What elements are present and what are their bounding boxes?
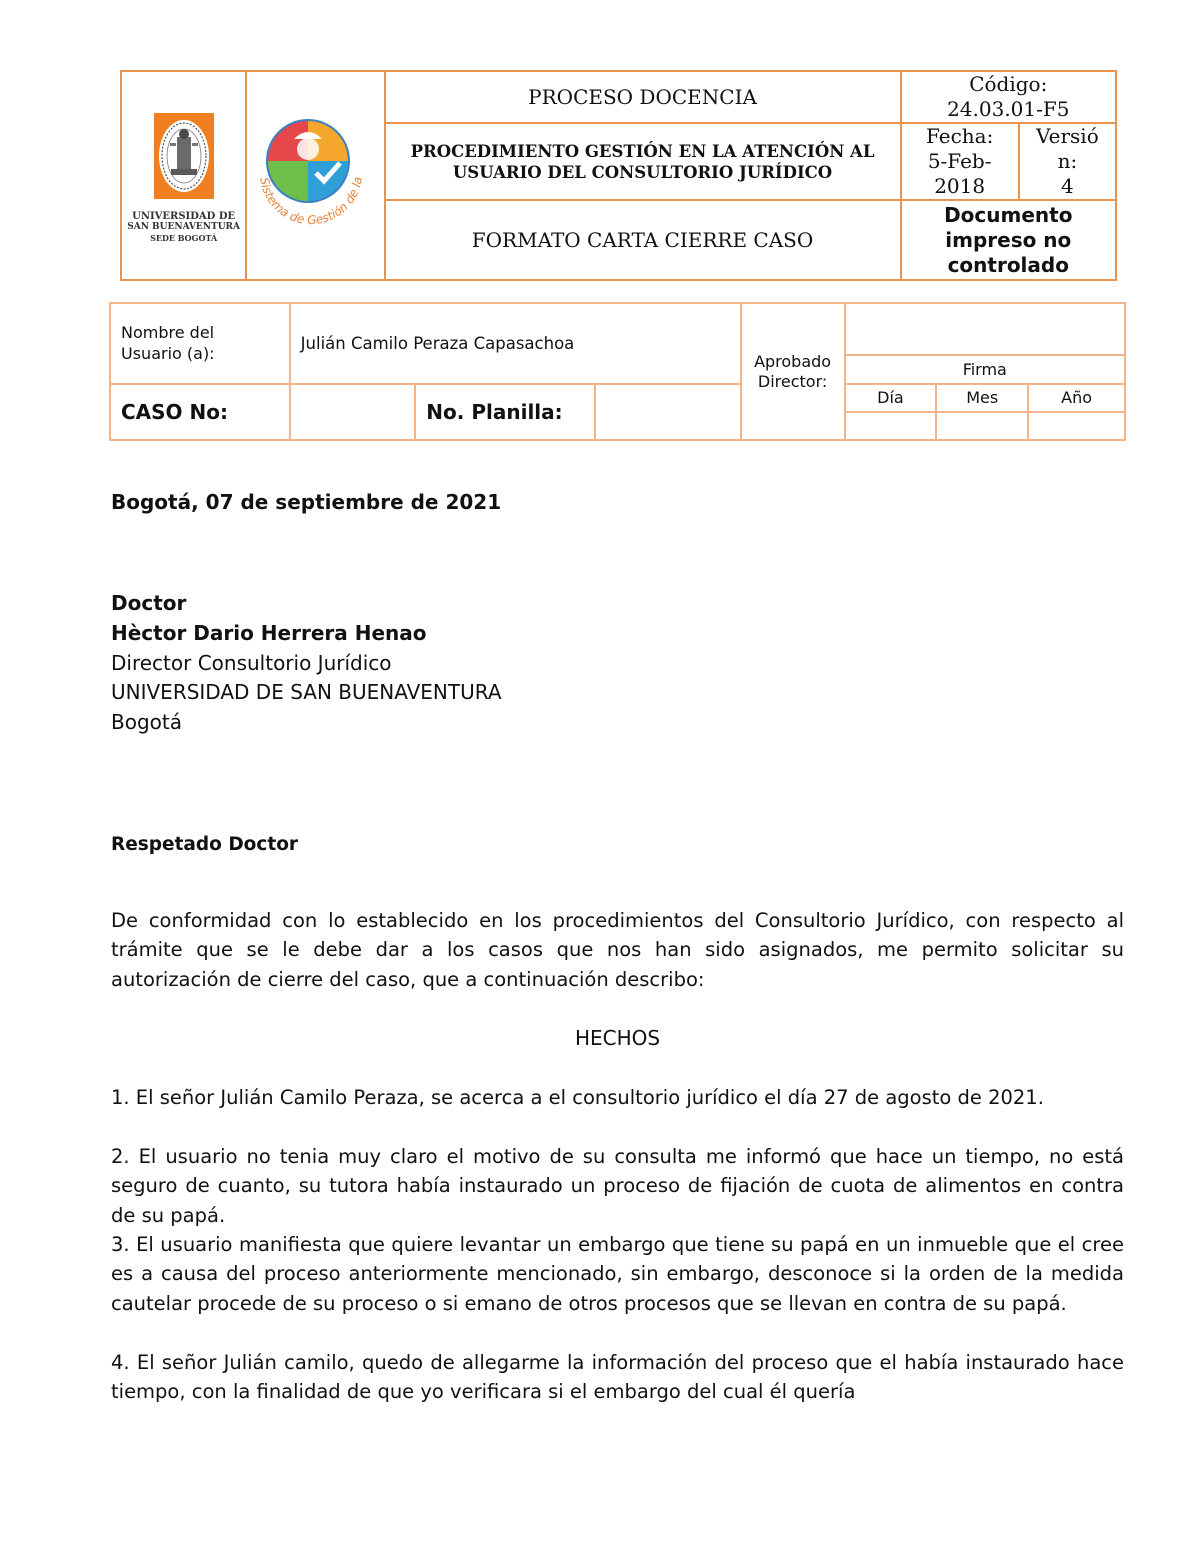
version-label-line2: n: <box>1057 149 1078 173</box>
version-label-line1: Versió <box>1036 124 1099 148</box>
recipient-organization: UNIVERSIDAD DE SAN BUENAVENTURA <box>111 680 502 704</box>
doc-status-line2: impreso no <box>945 227 1072 252</box>
fact-item-1: 1. El señor Julián Camilo Peraza, se acerca a el consultorio jurídico el día 27 de agosto de 2021. <box>111 1086 1044 1109</box>
process-title: PROCESO DOCENCIA <box>385 71 901 123</box>
year-label: Año <box>1028 384 1125 412</box>
salutation: Respetado Doctor <box>111 834 299 855</box>
sheet-number-label: No. Planilla: <box>415 384 595 440</box>
month-field[interactable] <box>936 412 1028 440</box>
letter-date: Bogotá, 07 de septiembre de 2021 <box>111 490 502 514</box>
month-label: Mes <box>936 384 1028 412</box>
date-label: Fecha: <box>925 124 994 148</box>
fact-item-3: 3. El usuario manifiesta que quiere levantar un embargo que tiene su papá en un inmueble que el cree es a causa del proceso anteriormente mencionado, sin embargo, desconoce si la orden de la medida cautelar procede de su proceso o si emano de otros procesos que se llevan en contra de su papá. <box>111 1233 1124 1315</box>
code-label: Código: <box>969 72 1048 96</box>
version-value: 4 <box>1061 174 1074 198</box>
recipient-city: Bogotá <box>111 710 182 734</box>
user-name-label-line2: Usuario (a): <box>121 344 215 364</box>
recipient-role: Director Consultorio Jurídico <box>111 651 392 675</box>
quality-logo-text: Sistema de Gestión de la <box>257 175 366 227</box>
fact-item-4: 4. El señor Julián camilo, quedo de allegarme la información del proceso que el había instaurado hace tiempo, con la finalidad de que yo verificara si el embargo del cual él quería <box>111 1351 1124 1404</box>
version-cell <box>1019 123 1116 200</box>
sheet-number-field[interactable] <box>595 384 741 440</box>
university-name-line2: SAN BUENAVENTURA <box>127 222 241 232</box>
recipient-title: Doctor <box>111 591 187 615</box>
user-name-label-line1: Nombre del <box>121 323 215 343</box>
day-field[interactable] <box>845 412 937 440</box>
date-cell <box>901 123 1019 200</box>
format-title: FORMATO CARTA CIERRE CASO <box>385 200 901 280</box>
doc-status-line1: Documento <box>944 202 1073 227</box>
user-name-label-cell <box>110 303 290 384</box>
document-header <box>120 70 1117 281</box>
user-name-value: Julián Camilo Peraza Capasachoa <box>290 303 741 384</box>
doc-status-cell <box>901 200 1116 280</box>
facts-heading: HECHOS <box>574 1026 661 1050</box>
date-value-line2: 2018 <box>934 174 986 198</box>
signature-field[interactable] <box>845 303 1125 355</box>
signature-label: Firma <box>845 355 1125 383</box>
university-logo-cell <box>121 71 246 280</box>
year-field[interactable] <box>1028 412 1125 440</box>
university-name-line3: SEDE BOGOTÁ <box>150 233 218 243</box>
procedure-title: PROCEDIMIENTO GESTIÓN EN LA ATENCIÓN AL USUARIO DEL CONSULTORIO JURÍDICO <box>385 123 901 200</box>
quality-system-logo-icon <box>250 99 380 249</box>
code-value: 24.03.01-F5 <box>947 97 1070 121</box>
day-label: Día <box>845 384 937 412</box>
case-number-label: CASO No: <box>110 384 290 440</box>
quality-logo-cell <box>246 71 384 280</box>
approved-label-line1: Aprobado <box>754 351 832 371</box>
doc-status-line3: controlado <box>947 252 1069 277</box>
code-cell <box>901 71 1116 123</box>
approved-director-cell <box>741 303 845 440</box>
case-number-field[interactable] <box>290 384 416 440</box>
case-info-table <box>109 302 1126 441</box>
university-name-line1: UNIVERSIDAD DE <box>132 211 236 222</box>
fact-item-2: 2. El usuario no tenia muy claro el motivo de su consulta me informó que hace un tiempo, no está seguro de cuanto, su tutora había instaurado un proceso de fijación de cuota de alimentos en contra de su papá. <box>111 1145 1124 1227</box>
intro-paragraph: De conformidad con lo establecido en los procedimientos del Consultorio Jurídico, con respecto al trámite que se le debe dar a los casos que nos han sido asignados, me permito solicitar su autorización de cierre del caso, que a continuación describo: <box>111 909 1124 991</box>
date-value-line1: 5-Feb- <box>927 149 992 173</box>
approved-label-line2: Director: <box>757 371 828 391</box>
recipient-name: Hèctor Dario Herrera Henao <box>111 621 427 645</box>
